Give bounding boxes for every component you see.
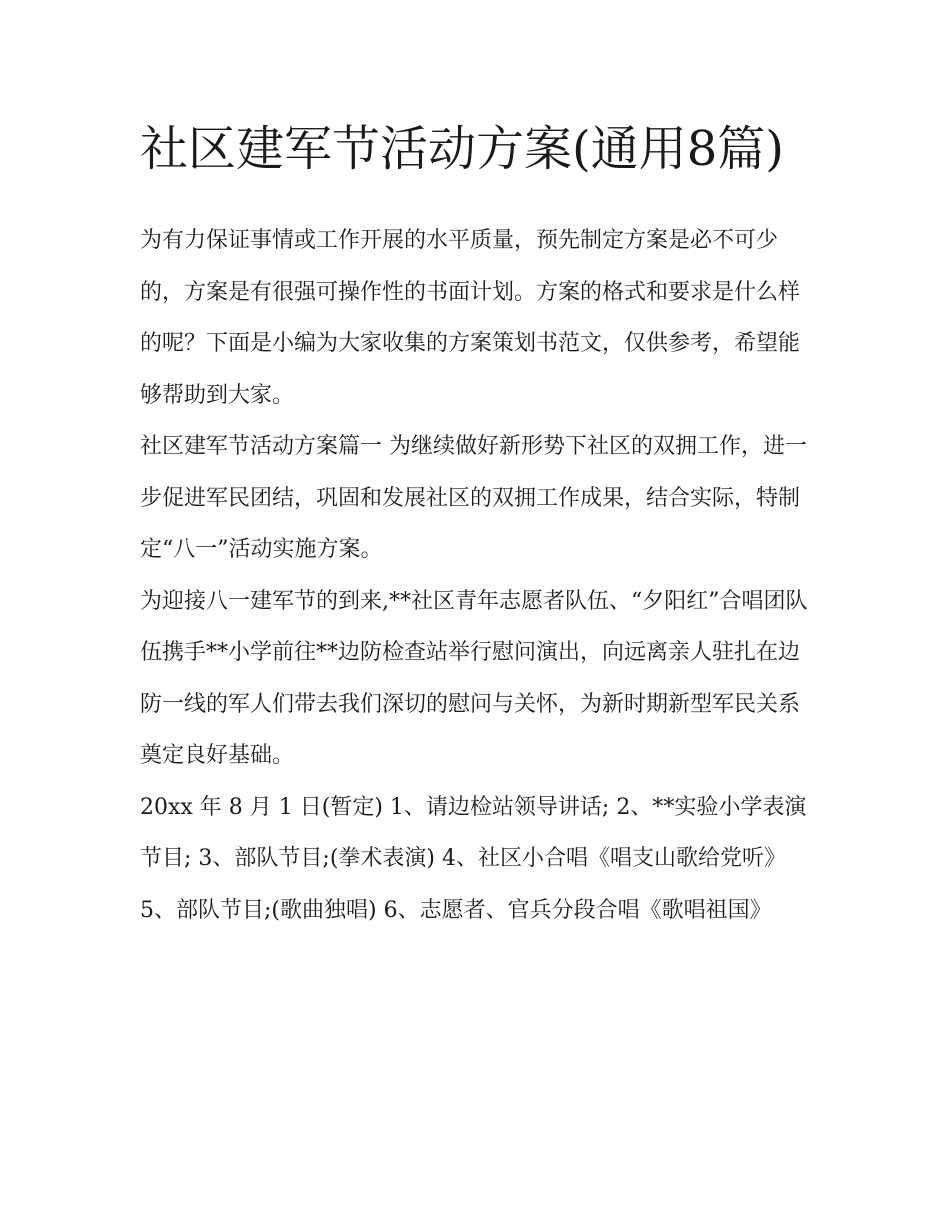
event-description-paragraph: 为迎接八一建军节的到来,**社区青年志愿者队伍、“夕阳红”合唱团队伍携手**小学前往**边防检查站举行慰问演出，向远离亲人驻扎在边防一线的军人们带去我们深切的慰问与关怀，为新时期新型军民关系奠定良好基础。 [140, 588, 808, 768]
document-title: 社区建军节活动方案(通用8篇) [140, 121, 784, 177]
program-schedule-continued-paragraph: 5、部队节目;(歌曲独唱) 6、志愿者、官兵分段合唱《歌唱祖国》 [140, 897, 772, 923]
program-schedule-paragraph: 20xx 年 8 月 1 日(暂定) 1、请边检站领导讲话; 2、**实验小学表演节目; 3、部队节目;(拳术表演) 4、社区小合唱《唱支山歌给党听》 [140, 794, 807, 871]
section-one-paragraph: 社区建军节活动方案篇一 为继续做好新形势下社区的双拥工作，进一步促进军民团结，巩固和发展社区的双拥工作成果，结合实际，特制定“八一”活动实施方案。 [140, 434, 807, 562]
intro-paragraph: 为有力保证事情或工作开展的水平质量，预先制定方案是必不可少的，方案是有很强可操作性的书面计划。方案的格式和要求是什么样的呢？下面是小编为大家收集的方案策划书范文，仅供参考，希望能够帮助到大家。 [140, 228, 801, 408]
document-body [140, 112, 820, 936]
